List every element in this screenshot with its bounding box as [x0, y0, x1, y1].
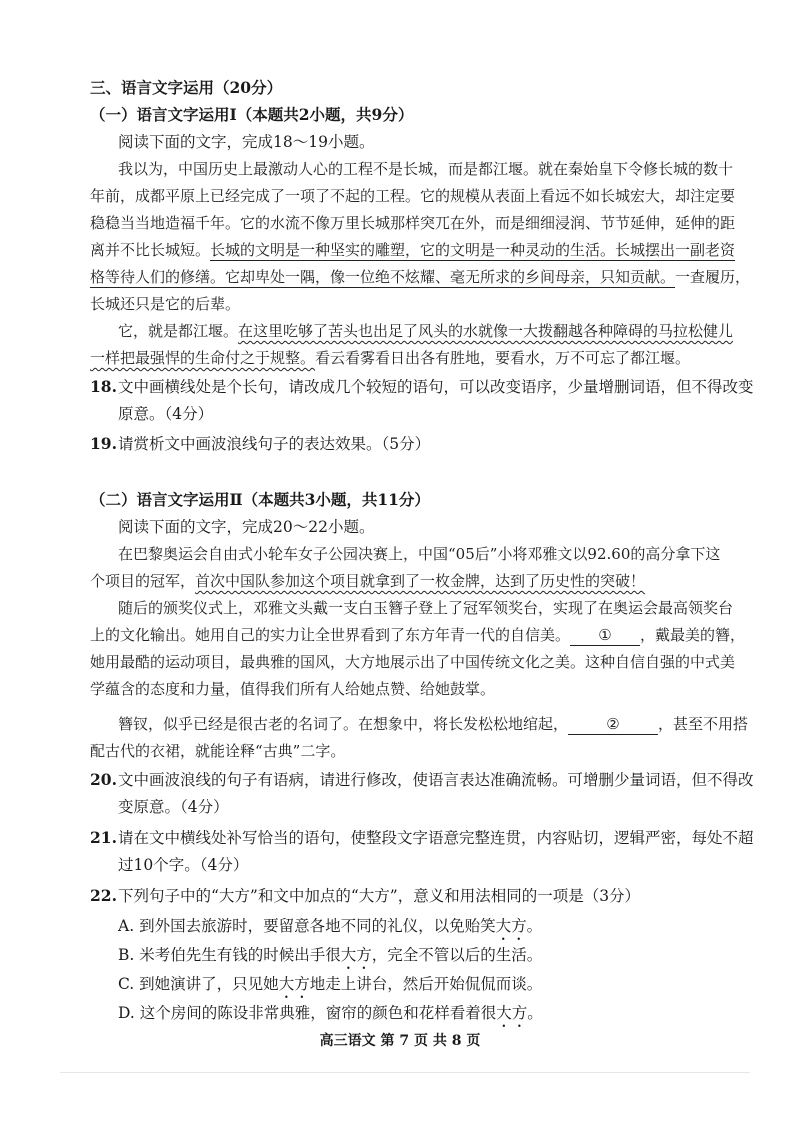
page-footer: 高三语文 第 7 页 共 8 页: [319, 1033, 481, 1049]
underlined-sentence: 格等待人们的修缮。它却卑处一隅，像一位绝不炫耀、毫无所求的乡间母亲，只知贡献。: [90, 268, 676, 286]
option-text: ，完全不管以后的生活。: [371, 946, 543, 964]
option-dotted-word: 大方: [278, 975, 310, 993]
option-d: [118, 1003, 543, 1031]
option-text: 这个房间的陈设非常典雅，窗帘的颜色和花样看着很: [139, 1004, 497, 1022]
option-dotted-word: 大方: [340, 946, 372, 964]
option-c: [118, 974, 542, 1002]
question-18-text: 文中画横线处是个长句，请改成几个较短的语句，可以改变语序，少量增删词语，但不得改变: [118, 378, 754, 396]
passage2-line: 她用最酷的运动项目，最典雅的国风，大方地展示出了中国传统文化之美。这种自信自强的中式美: [90, 653, 736, 671]
wavy-sentence: 在这里吃够了苦头也出足了风头的水就像一大拨翻越各种障碍的马拉松健儿: [238, 322, 734, 340]
option-a: [118, 916, 542, 944]
passage2-line: [90, 625, 745, 646]
passage1-text: 它，就是都江堰。: [118, 322, 239, 340]
question-number: 19.: [90, 434, 117, 453]
question-20-text: 变原意。（4分）: [118, 798, 229, 816]
passage1-line: 长城还只是它的后辈。: [90, 295, 241, 313]
question-number: 20.: [90, 770, 117, 789]
option-text: 到她演讲了，只见她: [139, 975, 279, 993]
passage2-line: 配古代的衣裙，就能诠释“古典”二字。: [90, 742, 346, 760]
passage2-line: 随后的颁奖仪式上，邓雅文头戴一支白玉簪子登上了冠军领奖台，实现了在奥运会最高领奖台: [118, 599, 734, 617]
passage1-text: 一查履历，: [675, 268, 751, 286]
question-number: 18.: [90, 377, 117, 396]
option-label: A.: [118, 917, 135, 935]
question-20-text: 文中画波浪线的句子有语病，请进行修改，使语言表达准确流畅。可增删少量词语，但不得改: [118, 771, 754, 789]
wavy-sentence: 首次中国队参加这个项目就拿到了一枚金牌，达到了历史性的突破！: [195, 572, 646, 590]
passage2-line: [118, 714, 748, 735]
option-text: 米考伯先生有钱的时候出手很: [139, 946, 341, 964]
question-number: 21.: [90, 828, 117, 847]
option-text: 地走上讲台，然后开始侃侃而谈。: [309, 975, 543, 993]
passage2-text: 簪钗，似乎已经是很古老的名词了。在想象中，将长发松松地绾起，: [118, 715, 569, 733]
passage1-line: 我以为，中国历史上最激动人心的工程不是长城，而是都江堰。就在秦始皇下令修长城的数十: [118, 160, 734, 178]
scan-edge-divider: [60, 1072, 750, 1073]
option-label: D.: [118, 1004, 135, 1022]
passage2-text: 上的文化输出。她用自己的实力让全世界看到了东方年青一代的自信美。: [90, 626, 571, 644]
option-text: 。: [526, 917, 543, 935]
passage1-text: 看云看雾看日出各有胜地，要看水，万不可忘了都江堰。: [315, 349, 691, 367]
passage2-line: 在巴黎奥运会自由式小轮车女子公园决赛上，中国“05后”小将邓雅文以92.60的高分拿下这: [118, 545, 721, 563]
option-b: [118, 945, 542, 973]
part2-instruction: 阅读下面的文字，完成20～22小题。: [118, 518, 375, 536]
part1-title: （一）语言文字运用Ⅰ（本题共2小题，共9分）: [90, 105, 414, 124]
option-dotted-word: 大方: [496, 1004, 528, 1022]
passage2-line: [90, 571, 645, 591]
passage1-line: [118, 321, 733, 341]
question-21-text: 请在文中横线处补写恰当的语句，使整段文字语意完整连贯，内容贴切，逻辑严密，每处不超: [118, 829, 754, 847]
question-number: 22.: [90, 886, 117, 905]
passage2-text: 个项目的冠军，: [90, 572, 196, 590]
question-19-text: 请赏析文中画波浪线句子的表达效果。（5分）: [118, 435, 431, 453]
question-21-text: 过10个字。（4分）: [118, 856, 249, 874]
part2-title: （二）语言文字运用Ⅱ（本题共3小题，共11分）: [90, 490, 430, 509]
passage1-line: [90, 240, 735, 260]
passage2-text: ，戴最美的簪，: [640, 626, 746, 644]
passage1-line: 稳稳当当地造福千年。它的水流不像万里长城那样突兀在外，而是细细浸润、节节延伸，延伸的距: [90, 214, 736, 232]
option-text: 到外国去旅游时，要留意各地不同的礼仪，以免贻笑: [139, 917, 496, 935]
passage1-line: [90, 348, 690, 368]
part1-instruction: 阅读下面的文字，完成18～19小题。: [118, 133, 375, 151]
wavy-sentence: 一样把最强悍的生命付之于规整。: [90, 349, 316, 367]
passage1-line: [90, 267, 750, 287]
passage2-text: ，甚至不用搭: [658, 715, 749, 733]
passage1-text: 离并不比长城短。: [90, 241, 211, 259]
question-18-text: 原意。（4分）: [118, 405, 214, 423]
passage2-line: 学蕴含的态度和力量，值得我们所有人给她点赞、给她鼓掌。: [90, 680, 496, 698]
option-dotted-word: 大方: [495, 917, 527, 935]
blank-1: ①: [570, 625, 640, 646]
blank-2: ②: [568, 714, 658, 735]
passage1-line: 年前，成都平原上已经完成了一项了不起的工程。它的规模从表面上看远不如长城宏大，却注定要: [90, 187, 736, 205]
option-label: C.: [118, 975, 135, 993]
option-label: B.: [118, 946, 135, 964]
underlined-sentence: 长城的文明是一种坚实的雕塑，它的文明是一种灵动的生活。长城摆出一副老资: [210, 241, 736, 259]
question-22-text: 下列句子中的“大方”和文中加点的“大方”，意义和用法相同的一项是（3分）: [118, 887, 641, 905]
section-title: 三、语言文字运用（20分）: [90, 78, 283, 97]
option-text: 。: [527, 1004, 543, 1022]
